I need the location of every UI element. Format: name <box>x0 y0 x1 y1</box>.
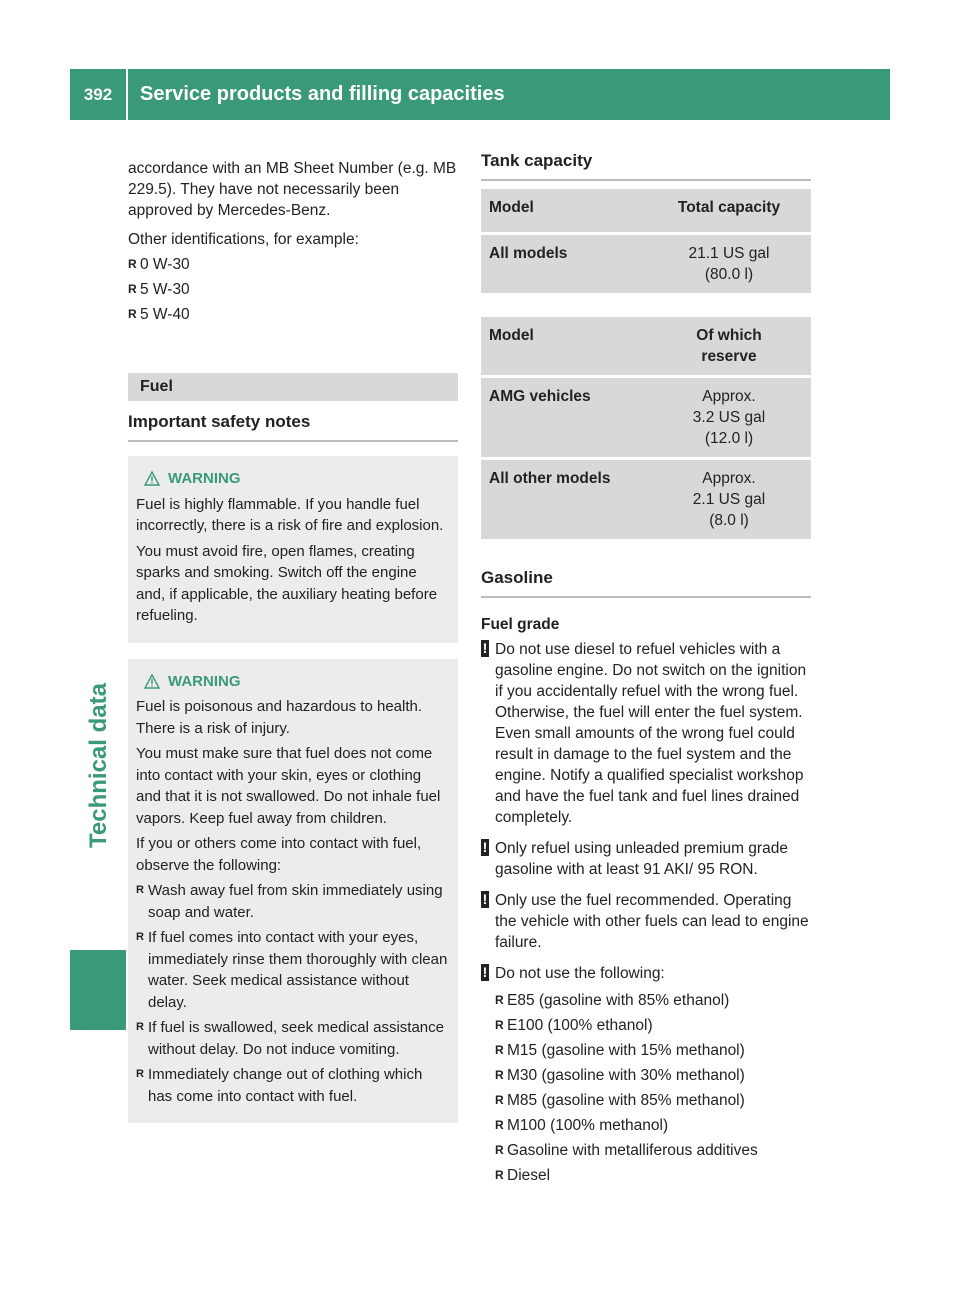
table-cell-model: AMG vehicles <box>481 378 647 457</box>
table-row <box>481 457 811 539</box>
warning-title: WARNING <box>168 470 241 487</box>
side-tab-label: Technical data <box>84 682 112 848</box>
table-header-row <box>481 189 811 235</box>
intro-paragraph: accordance with an MB Sheet Number (e.g. MB 229.5). They have not necessarily been approved by Mercedes-Benz. <box>128 160 457 219</box>
warning-text: If you or others come into contact with fuel, observe the following: <box>136 835 422 874</box>
value-line: Approx. <box>702 388 756 405</box>
warning-box-poison <box>128 659 458 1124</box>
warning-title: WARNING <box>168 672 241 690</box>
page-title: Service products and filling capacities <box>128 69 890 120</box>
total-capacity-table <box>481 189 811 293</box>
warning-text: You must make sure that fuel does not come into contact with your skin, eyes or clothing and that it is not swallowed. Do not inhale fuel vapors. Keep fuel away from children. <box>136 745 441 827</box>
table-row <box>481 378 811 457</box>
table-cell-model: All models <box>481 235 647 293</box>
exclamation-icon: ! <box>482 839 488 855</box>
right-column <box>481 150 811 1190</box>
warning-text: You must avoid fire, open flames, creating sparks and smoking. Switch off the engine and, if applicable, the auxiliary heating before refueling. <box>136 542 438 624</box>
side-tab <box>70 610 126 920</box>
warning-header <box>136 468 450 490</box>
fuel-grade-label: Fuel grade <box>481 616 560 633</box>
excluded-fuels-list <box>495 990 811 1186</box>
value-line: (8.0 l) <box>709 512 749 529</box>
value-line: 3.2 US gal <box>692 409 766 426</box>
list-item: R M15 (gasoline with 15% methanol) <box>495 1040 811 1061</box>
warning-text: Fuel is poisonous and hazardous to health. There is a risk of injury. <box>136 698 423 737</box>
note-text: Only use the fuel recommended. Operating the vehicle with other fuels can lead to engine failure. <box>495 892 809 951</box>
note-item <box>481 890 811 953</box>
warning-text: Fuel is highly flammable. If you handle fuel incorrectly, there is a risk of fire and explosion. <box>136 495 444 534</box>
list-item: R E85 (gasoline with 85% ethanol) <box>495 990 811 1011</box>
value-line: 2.1 US gal <box>692 491 766 508</box>
note-text: Only refuel using unleaded premium grade gasoline with at least 91 AKI/ 95 RON. <box>495 840 788 878</box>
fuel-notes <box>481 639 811 1186</box>
warning-list <box>136 880 450 1107</box>
header-line: Of which <box>696 327 762 344</box>
side-tab-marker <box>70 950 126 1030</box>
warning-box-fire <box>128 456 458 643</box>
table-cell-model: All other models <box>481 457 647 539</box>
list-item: R If fuel comes into contact with your eyes, immediately rinse them thoroughly with clean water. Seek medical assistance without delay. <box>136 927 450 1013</box>
warning-triangle-icon <box>144 674 160 689</box>
note-text: Do not use diesel to refuel vehicles with a gasoline engine. Do not switch on the ignition if you accidentally refuel with the wrong fuel. Otherwise, the fuel will enter the fuel system. Even small amounts of the wrong fuel could result in damage to the fuel system and the engine. Notify a qualified specialist workshop and have the fuel tank and fuel lines drained completely. <box>495 641 807 826</box>
list-item: R 0 W-30 <box>128 254 458 275</box>
tank-capacity-heading: Tank capacity <box>481 150 811 181</box>
table-cell-value <box>647 235 811 293</box>
list-item: R M30 (gasoline with 30% methanol) <box>495 1065 811 1086</box>
safety-heading: Important safety notes <box>128 401 458 442</box>
value-line: 21.1 US gal <box>688 245 770 262</box>
column-header-reserve <box>647 317 811 378</box>
list-item: R M85 (gasoline with 85% methanol) <box>495 1090 811 1111</box>
page-number: 392 <box>70 69 126 120</box>
header-line: reserve <box>701 348 757 365</box>
gasoline-heading: Gasoline <box>481 555 811 598</box>
other-ids-label: Other identifications, for example: <box>128 231 359 248</box>
column-header-model: Model <box>481 317 647 378</box>
table-cell-value <box>647 457 811 539</box>
reserve-table <box>481 317 811 539</box>
value-line: (80.0 l) <box>704 266 754 283</box>
list-item: R 5 W-30 <box>128 279 458 300</box>
list-item: R 5 W-40 <box>128 304 458 325</box>
list-item: R Diesel <box>495 1165 811 1186</box>
exclamation-icon: ! <box>482 964 488 980</box>
exclamation-icon: ! <box>482 891 488 907</box>
list-item: R Immediately change out of clothing which has come into contact with fuel. <box>136 1064 450 1107</box>
note-text: Do not use the following: <box>495 965 665 982</box>
table-header-row <box>481 317 811 378</box>
fuel-section-bar: Fuel <box>128 373 458 401</box>
table-row <box>481 235 811 293</box>
list-item: R Gasoline with metalliferous additives <box>495 1140 811 1161</box>
value-line: (12.0 l) <box>704 430 754 447</box>
table-cell-value <box>647 378 811 457</box>
note-item <box>481 838 811 880</box>
warning-header <box>136 671 450 693</box>
value-line: Approx. <box>702 470 756 487</box>
column-header-capacity: Total capacity <box>647 189 811 235</box>
list-item: R Wash away fuel from skin immediately using soap and water. <box>136 880 450 923</box>
exclamation-icon: ! <box>482 640 488 656</box>
column-header-model: Model <box>481 189 647 235</box>
warning-triangle-icon <box>144 471 160 486</box>
note-item <box>481 639 811 828</box>
list-item: R If fuel is swallowed, seek medical assistance without delay. Do not induce vomiting. <box>136 1017 450 1060</box>
note-item <box>481 963 811 984</box>
list-item: R M100 (100% methanol) <box>495 1115 811 1136</box>
other-ids-list <box>128 254 458 325</box>
left-column <box>128 158 458 1123</box>
list-item: R E100 (100% ethanol) <box>495 1015 811 1036</box>
